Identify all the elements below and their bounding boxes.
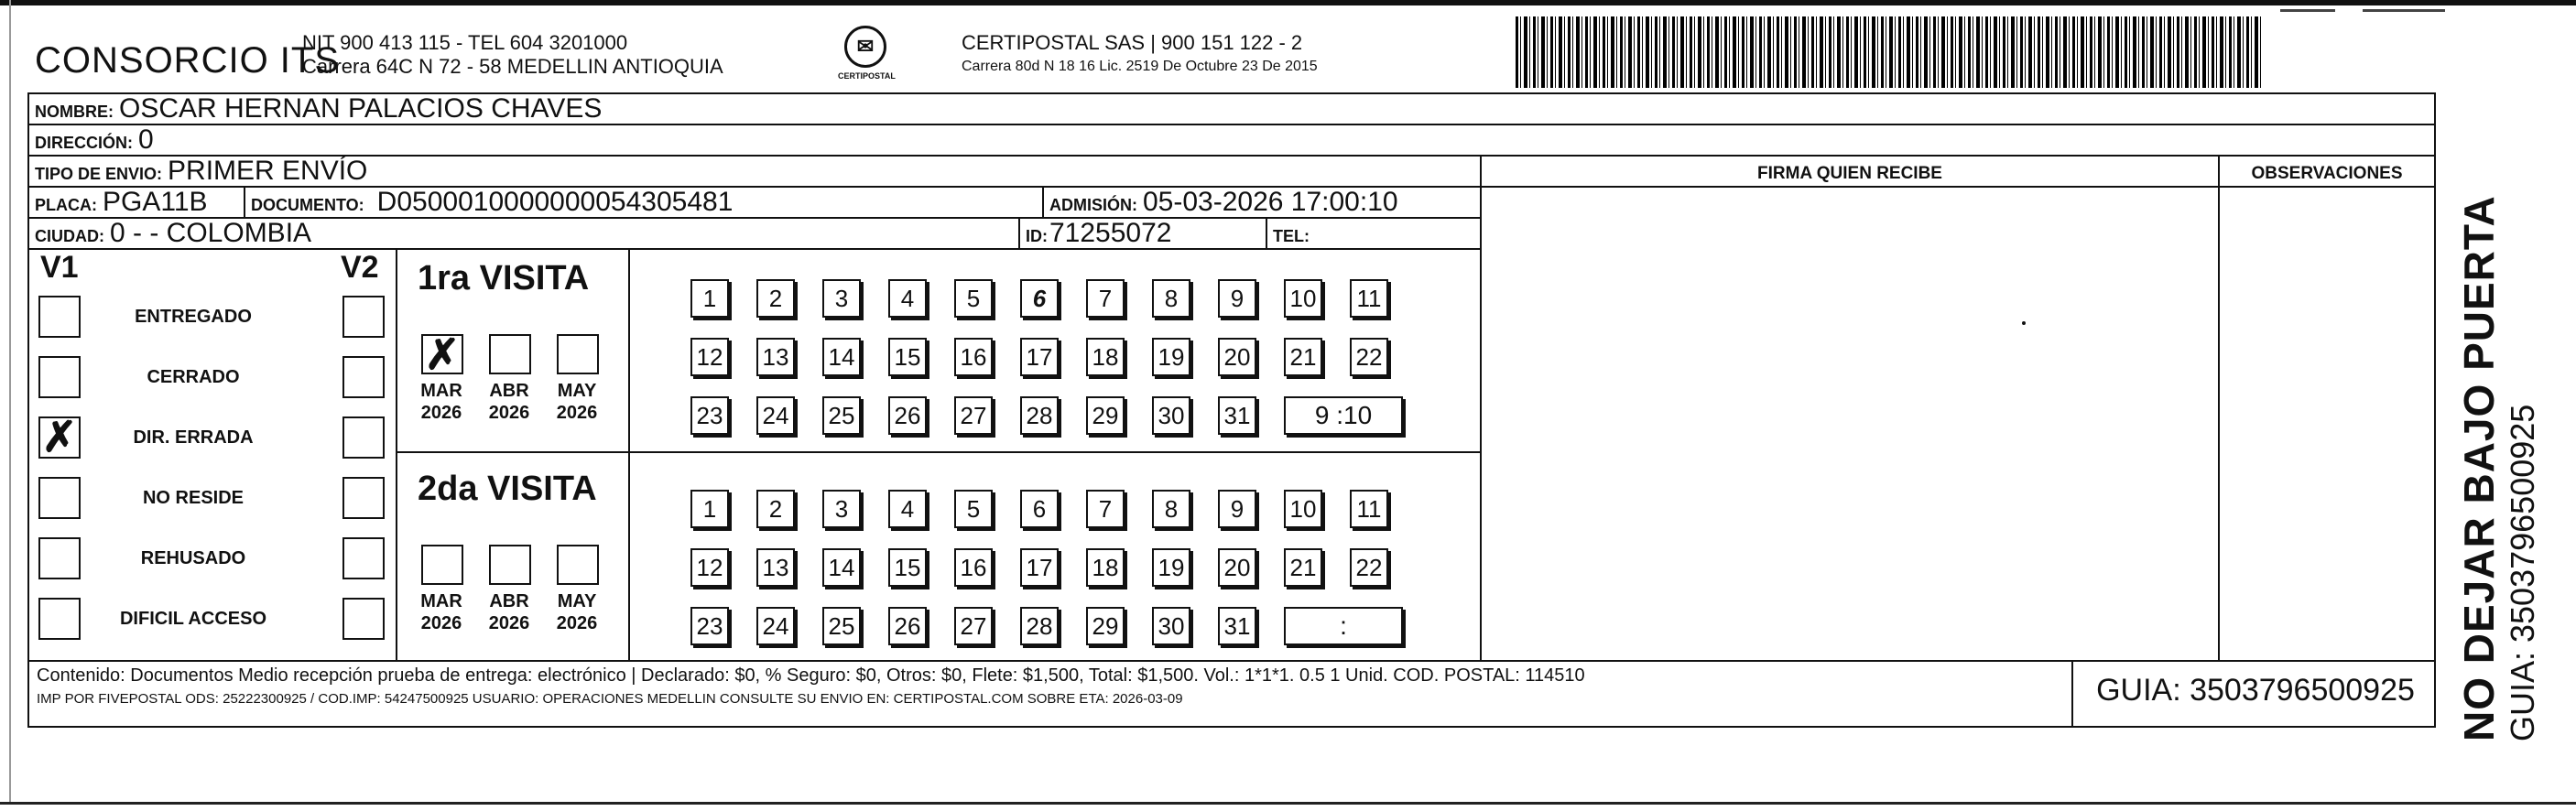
v2-checkbox[interactable] [342,477,385,519]
divider [2218,157,2220,660]
visit1-day[interactable]: 31 [1218,396,1256,435]
visit2-day[interactable]: 1 [690,490,729,528]
visit2-day[interactable]: 17 [1020,548,1059,587]
barcode [1516,16,2262,88]
year-label: 2026 [488,403,530,423]
visit2-day[interactable]: 24 [756,607,795,645]
visit2-day[interactable]: 4 [888,490,927,528]
visit2-day[interactable]: 12 [690,548,729,587]
month-label: ABR [489,591,529,611]
visit1-day[interactable]: 24 [756,396,795,435]
visit2-day[interactable]: 8 [1152,490,1190,528]
direccion-value: 0 [138,124,154,155]
v2-checkbox[interactable] [342,537,385,579]
visit2-time[interactable]: : [1284,607,1403,645]
courier-nit: CERTIPOSTAL SAS | 900 151 122 - 2 [962,31,1303,54]
row-direccion [29,125,2434,157]
visit2-day[interactable]: 31 [1218,607,1256,645]
visit2-day[interactable]: 25 [822,607,861,645]
status-label: REHUSADO [140,548,246,568]
visit1-day[interactable]: 8 [1152,279,1190,318]
visit1-day[interactable]: 2 [756,279,795,318]
v2-checkbox[interactable] [342,598,385,640]
check-mark-icon: ✗ [424,330,461,378]
visit1-day[interactable]: 17 [1020,338,1059,376]
side-notice [2454,9,2542,741]
visit1-day[interactable]: 29 [1086,396,1125,435]
visit2-day[interactable]: 9 [1218,490,1256,528]
month-checkbox[interactable] [421,330,463,378]
visit2-day[interactable]: 2 [756,490,795,528]
row-nombre [29,94,2434,125]
left-border-line [9,0,11,802]
placa-label: PLACA: [35,196,97,214]
visit1-day[interactable]: 18 [1086,338,1125,376]
divider [396,451,1480,453]
certipostal-logo [838,26,896,90]
visit2-day[interactable]: 10 [1284,490,1322,528]
v1-checkbox[interactable] [38,413,81,460]
tipo-value: PRIMER ENVÍO [168,156,368,186]
status-label: NO RESIDE [142,488,245,508]
visit1-day[interactable]: 20 [1218,338,1256,376]
visit1-time[interactable]: 9 :10 [1284,396,1403,435]
visit2-day[interactable]: 15 [888,548,927,587]
check-mark-icon: ✗ [41,413,78,460]
visit2-day[interactable]: 26 [888,607,927,645]
visit1-day[interactable]: 19 [1152,338,1190,376]
visit1-day[interactable]: 14 [822,338,861,376]
month-checkbox[interactable] [557,334,599,374]
visit1-day[interactable]: 21 [1284,338,1322,376]
v1-heading: V1 [40,250,79,285]
visit1-day[interactable]: 6 [1020,279,1059,318]
visit2-day[interactable]: 11 [1350,490,1388,528]
v1-checkbox[interactable] [38,356,81,398]
visit1-day[interactable]: 25 [822,396,861,435]
month-label: MAY [557,591,597,611]
ciudad-value: 0 - - COLOMBIA [110,218,312,248]
visit2-day[interactable]: 7 [1086,490,1125,528]
visit1-day[interactable]: 10 [1284,279,1322,318]
firma-heading: FIRMA QUIEN RECIBE [1757,164,1942,183]
guia-box: GUIA: 3503796500925 [2071,661,2438,727]
visit1-day[interactable]: 11 [1350,279,1388,318]
visit1-day[interactable]: 9 [1218,279,1256,318]
visit2-day[interactable]: 16 [954,548,993,587]
year-label: 2026 [488,613,530,633]
divider [1480,186,2434,188]
company-name: CONSORCIO ITS [35,40,341,81]
row-placa [29,188,1480,219]
visit1-day[interactable]: 27 [954,396,993,435]
tipo-label: TIPO DE ENVIO: [35,165,163,183]
id-value: 71255072 [1049,218,1172,248]
logo-caption: CERTIPOSTAL [838,71,896,81]
row-ciudad [29,219,1480,250]
visit1-day[interactable]: 15 [888,338,927,376]
delivery-form [27,92,2436,728]
visit2-day[interactable]: 23 [690,607,729,645]
visit2-day[interactable]: 28 [1020,607,1059,645]
divider [1480,157,1482,660]
visit1-day[interactable]: 28 [1020,396,1059,435]
month-label: MAR [420,381,462,401]
visit2-day[interactable]: 6 [1020,490,1059,528]
v2-checkbox[interactable] [342,416,385,459]
visit2-day[interactable]: 18 [1086,548,1125,587]
month-label: MAY [557,381,597,401]
courier-info [962,31,1318,79]
admision-value: 05-03-2026 17:00:10 [1143,187,1398,217]
company-address: Carrera 64C N 72 - 58 MEDELLIN ANTIOQUIA [302,55,723,78]
month-checkbox[interactable] [557,545,599,585]
visit1-day[interactable]: 12 [690,338,729,376]
placa-value: PGA11B [103,187,208,217]
v1-checkbox[interactable] [38,598,81,640]
v1-checkbox[interactable] [38,296,81,338]
admision-label: ADMISIÓN: [1049,196,1137,214]
visit2-day[interactable]: 14 [822,548,861,587]
nombre-label: NOMBRE: [35,103,114,121]
visit1-day[interactable]: 3 [822,279,861,318]
month-label: ABR [489,381,529,401]
year-label: 2026 [420,613,462,633]
imp-line: IMP POR FIVEPOSTAL ODS: 25222300925 / COD.IMP: 54247500925 USUARIO: OPERACIONES MEDELLIN CONSULTE SU ENVIO EN: CERTIPOSTAL.COM SOBRE ETA: 2026-03-09 [37,691,1183,707]
v2-checkbox[interactable] [342,356,385,398]
visit1-day[interactable]: 23 [690,396,729,435]
status-label: DIFICIL ACCESO [119,609,266,629]
status-label: CERRADO [147,367,240,387]
year-label: 2026 [420,403,462,423]
scan-mark [2363,9,2445,12]
visit1-day[interactable]: 13 [756,338,795,376]
top-border-line [0,0,2576,5]
visit1-day[interactable]: 16 [954,338,993,376]
tel-label: TEL: [1273,227,1310,245]
ciudad-label: CIUDAD: [35,227,104,245]
divider [396,250,397,660]
status-label: ENTREGADO [135,307,252,327]
ink-dot [2022,321,2026,325]
month-label: MAR [420,591,462,611]
visit1-title: 1ra VISITA [418,259,590,297]
visit1-day[interactable]: 4 [888,279,927,318]
direccion-label: DIRECCIÓN: [35,134,133,152]
month-checkbox[interactable] [489,334,531,374]
company-info [302,31,723,79]
v1-checkbox[interactable] [38,537,81,579]
visit1-day[interactable]: 22 [1350,338,1388,376]
month-checkbox[interactable] [489,545,531,585]
visit2-day[interactable]: 13 [756,548,795,587]
visit1-day[interactable]: 30 [1152,396,1190,435]
v1-checkbox[interactable] [38,477,81,519]
envelope-icon: ✉ [844,26,886,68]
no-dejar-notice: NO DEJAR BAJO PUERTA [2455,195,2503,741]
company-nit: NIT 900 413 115 - TEL 604 3201000 [302,31,628,54]
visit1-day[interactable]: 26 [888,396,927,435]
contenido-line: Contenido: Documentos Medio recepción prueba de entrega: electrónico | Declarado: $0, % Seguro: $0, Otros: $0, Flete: $1,500, Total: $1,500. Vol.: 1*1*1. 0.5 1 Unid. COD. POSTAL: 114510 [37,665,1585,686]
visit1-day[interactable]: 1 [690,279,729,318]
scan-mark [2280,9,2335,12]
visit2-day[interactable]: 19 [1152,548,1190,587]
courier-address: Carrera 80d N 18 16 Lic. 2519 De Octubre 23 De 2015 [962,59,1318,74]
documento-label: DOCUMENTO: [251,196,364,214]
documento-value: D0500010000000054305481 [376,187,734,217]
year-label: 2026 [556,403,598,423]
visit2-day[interactable]: 30 [1152,607,1190,645]
divider [628,250,630,660]
id-label: ID: [1026,227,1048,245]
side-guia: GUIA: 3503796500925 [2504,404,2541,741]
visit2-day[interactable]: 21 [1284,548,1322,587]
bottom-border-line [0,802,2576,805]
visit2-title: 2da VISITA [418,470,597,508]
nombre-value: OSCAR HERNAN PALACIOS CHAVES [119,93,603,124]
visit1-day[interactable]: 5 [954,279,993,318]
visit2-day[interactable]: 3 [822,490,861,528]
month-checkbox[interactable] [421,545,463,585]
v2-checkbox[interactable] [342,296,385,338]
visit2-day[interactable]: 27 [954,607,993,645]
visit2-day[interactable]: 5 [954,490,993,528]
visit2-day[interactable]: 29 [1086,607,1125,645]
visit2-day[interactable]: 22 [1350,548,1388,587]
visit1-day[interactable]: 7 [1086,279,1125,318]
status-label: DIR. ERRADA [133,427,254,448]
row-tipo-envio [29,157,1480,188]
v2-heading: V2 [341,250,379,285]
visit2-day[interactable]: 20 [1218,548,1256,587]
year-label: 2026 [556,613,598,633]
observaciones-heading: OBSERVACIONES [2251,164,2403,183]
